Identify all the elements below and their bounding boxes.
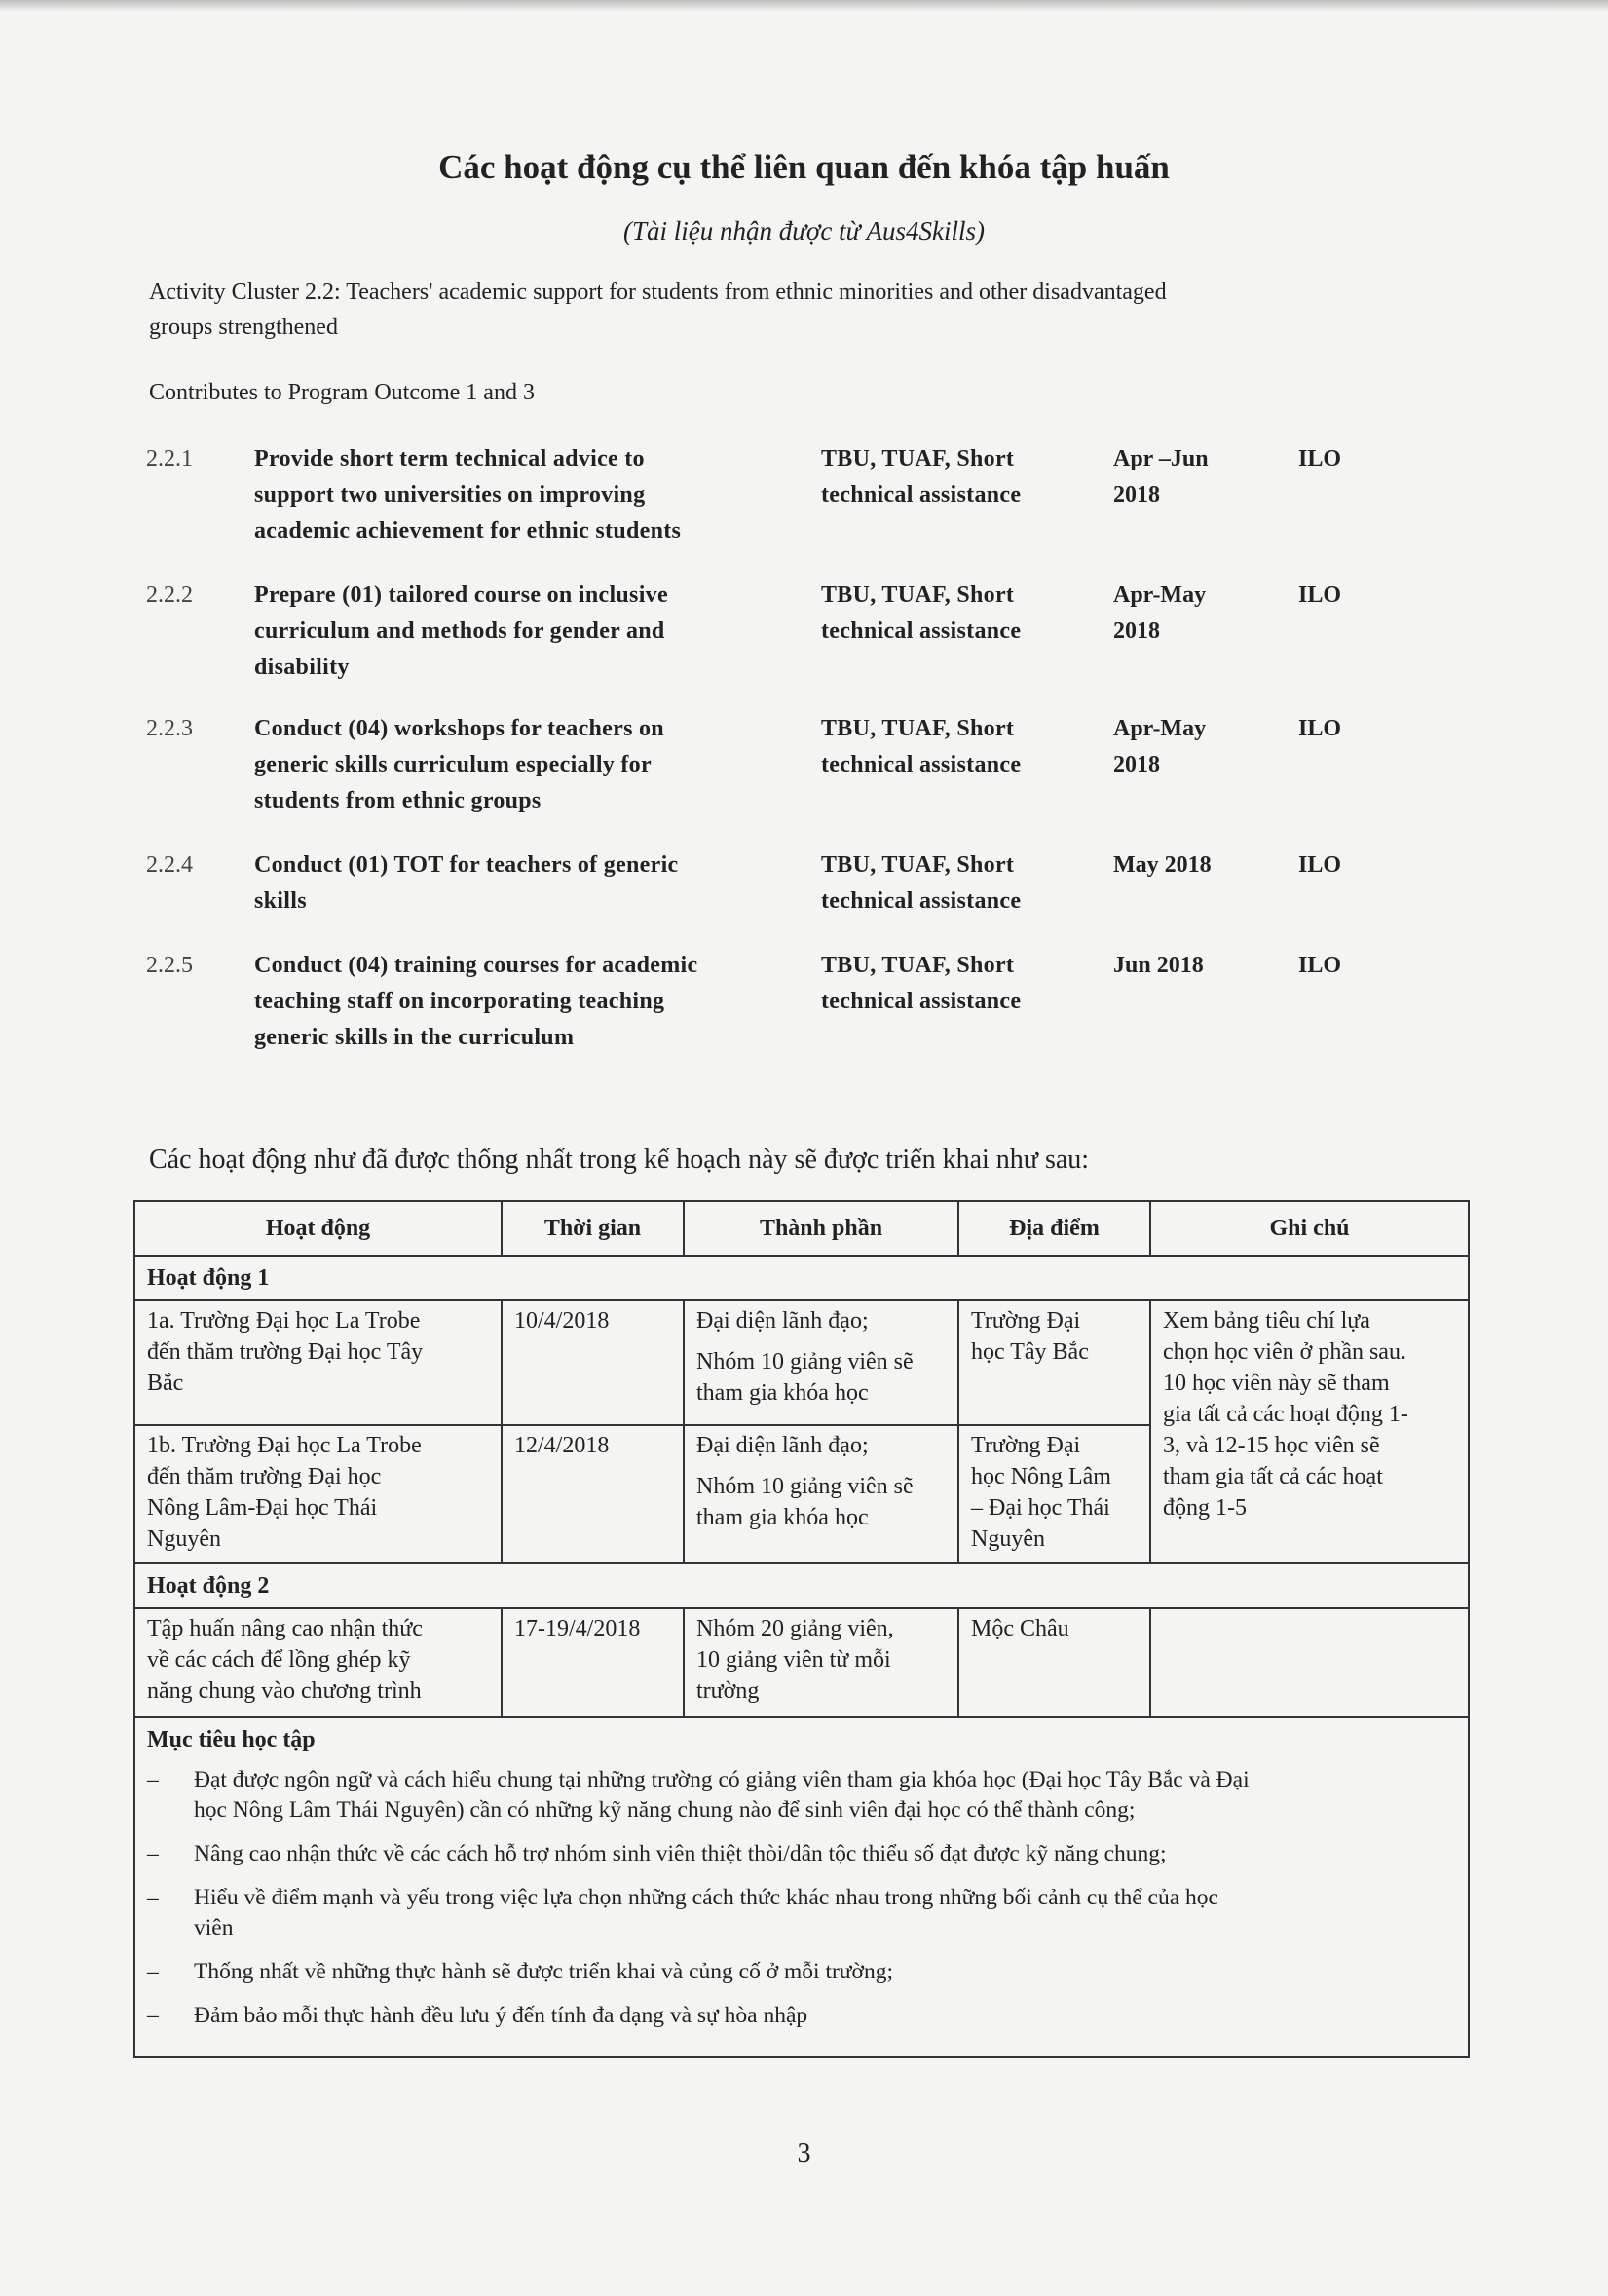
who-line: technical assistance: [821, 752, 1022, 777]
cell-line: Nguyên: [147, 1526, 221, 1552]
place-cell: Mộc Châu: [958, 1608, 1150, 1717]
cell-line: Nhóm 20 giảng viên,: [696, 1616, 894, 1641]
cell-line: 10 giảng viên từ mỗi: [696, 1647, 891, 1673]
activity-timing: [1113, 578, 1289, 650]
cell-line: đến thăm trường Đại học Tây: [147, 1339, 424, 1365]
cell-line: Trường Đại: [971, 1308, 1081, 1334]
page-number: 3: [797, 2138, 811, 2168]
goal-item: [147, 1957, 1456, 1987]
desc-line: Provide short term technical advice to: [254, 446, 645, 471]
desc-line: students from ethnic groups: [254, 788, 542, 813]
activity-number: 2.2.1: [146, 446, 193, 471]
place-cell: [958, 1300, 1150, 1425]
desc-line: Conduct (04) training courses for academic: [254, 953, 698, 978]
activity-cell: [134, 1608, 502, 1717]
cell-line: trường: [696, 1678, 760, 1704]
who-line: technical assistance: [821, 989, 1022, 1014]
when-line: 2018: [1113, 752, 1160, 777]
who-line: TBU, TUAF, Short: [821, 446, 1015, 471]
desc-line: disability: [254, 655, 350, 680]
cell-line: Trường Đại: [971, 1433, 1081, 1458]
learning-goals-cell: [134, 1717, 1469, 2057]
column-header: Thành phần: [684, 1201, 958, 1256]
goal-line: Đạt được ngôn ngữ và cách hiểu chung tại những trường có giảng viên tham gia khóa học (Đại học Tây Bắc và Đại: [194, 1767, 1250, 1792]
activity-number: 2.2.3: [146, 716, 193, 741]
activity-organization: ILO: [1298, 716, 1342, 741]
when-line: May 2018: [1113, 852, 1212, 878]
activity-cell: [134, 1300, 502, 1425]
cell-line: đến thăm trường Đại học: [147, 1464, 382, 1489]
when-line: 2018: [1113, 482, 1160, 508]
desc-line: skills: [254, 888, 307, 914]
when-line: Apr-May: [1113, 583, 1207, 608]
desc-line: generic skills in the curriculum: [254, 1025, 575, 1050]
cell-line: Bắc: [147, 1371, 184, 1396]
column-header: Thời gian: [502, 1201, 684, 1256]
cell-line: Xem bảng tiêu chí lựa: [1163, 1308, 1370, 1334]
goal-item: [147, 2001, 1456, 2031]
group-row: [134, 1563, 1469, 1608]
activity-cell: [134, 1425, 502, 1563]
when-line: 2018: [1113, 619, 1160, 644]
note-cell: [1150, 1300, 1469, 1563]
activity-description: [254, 847, 916, 920]
who-line: technical assistance: [821, 619, 1022, 644]
activity-description: [254, 948, 916, 1056]
cell-line: về các cách để lồng ghép kỹ: [147, 1647, 411, 1673]
activity-organization: ILO: [1298, 583, 1342, 608]
table-row: [134, 1608, 1469, 1717]
desc-line: academic achievement for ethnic students: [254, 518, 682, 544]
page-title: Các hoạt động cụ thể liên quan đến khóa tập huấn: [438, 148, 1170, 186]
activity-responsible: [821, 711, 1103, 783]
who-line: technical assistance: [821, 888, 1022, 914]
activity-plan-table: [133, 1200, 1470, 2058]
activity-timing: [1113, 948, 1289, 984]
goal-item: [147, 1765, 1456, 1826]
desc-line: curriculum and methods for gender and: [254, 619, 665, 644]
cell-line: tham gia tất cả các hoạt: [1163, 1464, 1383, 1489]
cell-line: 1b. Trường Đại học La Trobe: [147, 1433, 422, 1458]
activity-organization: ILO: [1298, 446, 1342, 471]
column-header: Địa điểm: [958, 1201, 1150, 1256]
activity-number: 2.2.4: [146, 852, 193, 878]
group-label: Hoạt động 2: [134, 1563, 1469, 1608]
activity-description: [254, 711, 916, 819]
activity-number: 2.2.2: [146, 583, 193, 608]
cell-line: chọn học viên ở phần sau.: [1163, 1339, 1406, 1365]
table-header-row: [134, 1201, 1469, 1256]
cell-line: học Tây Bắc: [971, 1339, 1089, 1365]
who-line: TBU, TUAF, Short: [821, 583, 1015, 608]
cell-line: Đại diện lãnh đạo;: [696, 1433, 869, 1458]
goal-line: Thống nhất về những thực hành sẽ được triển khai và củng cố ở mỗi trường;: [194, 1959, 894, 1984]
members-cell: [684, 1425, 958, 1563]
time-cell: 17-19/4/2018: [502, 1608, 684, 1717]
cell-line: Nông Lâm-Đại học Thái: [147, 1495, 378, 1521]
activity-organization: ILO: [1298, 953, 1342, 978]
cell-line: Nguyên: [971, 1526, 1045, 1552]
group-label: Hoạt động 1: [134, 1256, 1469, 1300]
table-row: [134, 1300, 1469, 1425]
desc-line: teaching staff on incorporating teaching: [254, 989, 665, 1014]
plan-intro: Các hoạt động như đã được thống nhất trong kế hoạch này sẽ được triển khai như sau:: [149, 1145, 1090, 1175]
who-line: TBU, TUAF, Short: [821, 852, 1015, 878]
goal-item: [147, 1883, 1456, 1943]
activity-responsible: [821, 847, 1103, 920]
contributes-text: Contributes to Program Outcome 1 and 3: [149, 380, 535, 405]
time-cell: 10/4/2018: [502, 1300, 684, 1425]
page-subtitle: (Tài liệu nhận được từ Aus4Skills): [622, 216, 986, 245]
cell-line: học Nông Lâm: [971, 1464, 1111, 1489]
who-line: TBU, TUAF, Short: [821, 716, 1015, 741]
cluster-line: groups strengthened: [149, 315, 338, 340]
when-line: Apr-May: [1113, 716, 1207, 741]
who-line: TBU, TUAF, Short: [821, 953, 1015, 978]
cell-line: – Đại học Thái: [971, 1495, 1110, 1521]
cell-line: 1a. Trường Đại học La Trobe: [147, 1308, 421, 1334]
goal-line: Nâng cao nhận thức về các cách hỗ trợ nhóm sinh viên thiệt thòi/dân tộc thiểu số đạt được kỹ năng chung;: [194, 1841, 1167, 1866]
place-cell: [958, 1425, 1150, 1563]
time-cell: 12/4/2018: [502, 1425, 684, 1563]
bullet-dash: –: [147, 1885, 159, 1910]
bullet-dash: –: [147, 1841, 159, 1866]
cell-line: gia tất cả các hoạt động 1-: [1163, 1402, 1408, 1427]
desc-line: support two universities on improving: [254, 482, 646, 508]
cell-line: động 1-5: [1163, 1495, 1247, 1521]
column-header: Hoạt động: [134, 1201, 502, 1256]
note-cell: [1150, 1608, 1469, 1717]
cluster-line: Activity Cluster 2.2: Teachers' academic support for students from ethnic minorities and other disadvantaged: [149, 280, 1167, 305]
goal-line: viên: [194, 1915, 234, 1940]
column-header: Ghi chú: [1150, 1201, 1469, 1256]
when-line: Jun 2018: [1113, 953, 1204, 978]
activity-responsible: [821, 441, 1103, 513]
bullet-dash: –: [147, 2003, 159, 2028]
cell-line: Nhóm 10 giảng viên sẽ tham gia khóa học: [696, 1474, 914, 1530]
bullet-dash: –: [147, 1767, 159, 1792]
goal-line: học Nông Lâm Thái Nguyên) cần có những kỹ năng chung nào để sinh viên đại học có thể thành công;: [194, 1797, 1136, 1823]
members-cell: [684, 1608, 958, 1717]
bullet-dash: –: [147, 1959, 159, 1984]
activity-number: 2.2.5: [146, 953, 193, 978]
activity-responsible: [821, 948, 1103, 1020]
goal-line: Đảm bảo mỗi thực hành đều lưu ý đến tính đa dạng và sự hòa nhập: [194, 2003, 808, 2028]
cell-line: Nhóm 10 giảng viên sẽ tham gia khóa học: [696, 1349, 914, 1406]
cell-line: Tập huấn nâng cao nhận thức: [147, 1616, 423, 1641]
members-cell: [684, 1300, 958, 1425]
activity-timing: [1113, 711, 1289, 783]
activity-timing: [1113, 847, 1289, 884]
activity-responsible: [821, 578, 1103, 650]
group-row: [134, 1256, 1469, 1300]
activity-cluster-text: [149, 275, 1376, 345]
goals-row: [134, 1717, 1469, 2057]
goal-line: Hiểu về điểm mạnh và yếu trong việc lựa chọn những cách thức khác nhau trong những bối cảnh cụ thể của học: [194, 1885, 1218, 1910]
who-line: technical assistance: [821, 482, 1022, 508]
when-line: Apr –Jun: [1113, 446, 1209, 471]
cell-line: 10 học viên này sẽ tham: [1163, 1371, 1390, 1396]
activity-timing: [1113, 441, 1289, 513]
activity-description: [254, 578, 916, 686]
cell-line: Đại diện lãnh đạo;: [696, 1308, 869, 1334]
cell-line: năng chung vào chương trình: [147, 1678, 422, 1704]
activity-organization: ILO: [1298, 852, 1342, 878]
goals-title: Mục tiêu học tập: [147, 1727, 316, 1752]
desc-line: generic skills curriculum especially for: [254, 752, 652, 777]
cell-line: 3, và 12-15 học viên sẽ: [1163, 1433, 1380, 1458]
goal-item: [147, 1839, 1456, 1869]
desc-line: Conduct (01) TOT for teachers of generic: [254, 852, 679, 878]
desc-line: Conduct (04) workshops for teachers on: [254, 716, 664, 741]
activity-description: [254, 441, 916, 549]
desc-line: Prepare (01) tailored course on inclusive: [254, 583, 668, 608]
